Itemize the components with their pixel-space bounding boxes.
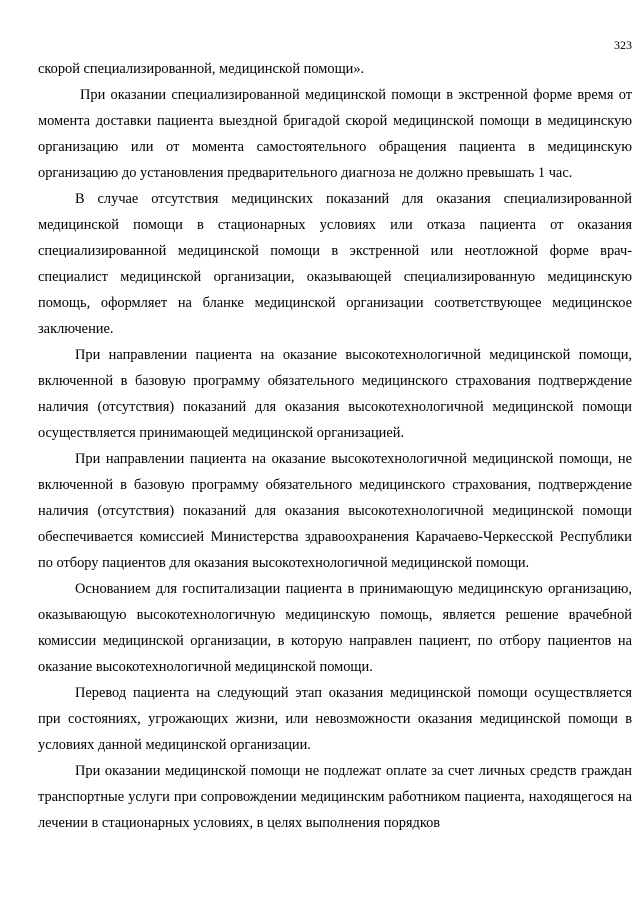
paragraph-continuation: скорой специализированной, медицинской помощи». xyxy=(38,61,365,77)
paragraph-transport-services: При оказании медицинской помощи не подлежат оплате за счет личных средств граждан транспортные услуги при сопровождении медицинским работником пациента, находящегося на лечении в стационарных условиях, в целях выполнения порядков xyxy=(38,763,632,831)
document-body xyxy=(38,56,632,836)
paragraph-emergency-time: При оказании специализированной медицинской помощи в экстренной форме время от момента доставки пациента выездной бригадой скорой медицинской помощи в медицинскую организацию или от момента самостоятельного обращения пациента в медицинскую организацию до установления предварительного диагноза не должно превышать 1 час. xyxy=(38,87,632,181)
page-number: 323 xyxy=(614,38,632,52)
paragraph-htmc-included: При направлении пациента на оказание высокотехнологичной медицинской помощи, включенной в базовую программу обязательного медицинского страхования подтверждение наличия (отсутствия) показаний для оказания высокотехнологичной медицинской помощи осуществляется принимающей медицинской организацией. xyxy=(38,347,632,441)
paragraph-patient-transfer: Перевод пациента на следующий этап оказания медицинской помощи осуществляется при состояниях, угрожающих жизни, или невозможности оказания медицинской помощи в условиях данной медицинской организации. xyxy=(38,685,632,753)
paragraph-no-indications: В случае отсутствия медицинских показаний для оказания специализированной медицинской помощи в стационарных условиях или отказа пациента от оказания специализированной медицинской помощи в экстренной или неотложной форме врач-специалист медицинской организации, оказывающей специализированную медицинскую помощь, оформляет на бланке медицинской организации соответствующее медицинское заключение. xyxy=(38,191,632,337)
paragraph-hospitalization-basis: Основанием для госпитализации пациента в принимающую медицинскую организацию, оказывающую высокотехнологичную медицинскую помощь, является решение врачебной комиссии медицинской организации, в которую направлен пациент, по отбору пациентов на оказание высокотехнологичной медицинской помощи. xyxy=(38,581,632,675)
paragraph-htmc-not-included: При направлении пациента на оказание высокотехнологичной медицинской помощи, не включенной в базовую программу обязательного медицинского страхования, подтверждение наличия (отсутствия) показаний для оказания высокотехнологичной медицинской помощи обеспечивается комиссией Министерства здравоохранения Карачаево-Черкесской Республики по отбору пациентов для оказания высокотехнологичной медицинской помощи. xyxy=(38,451,632,571)
